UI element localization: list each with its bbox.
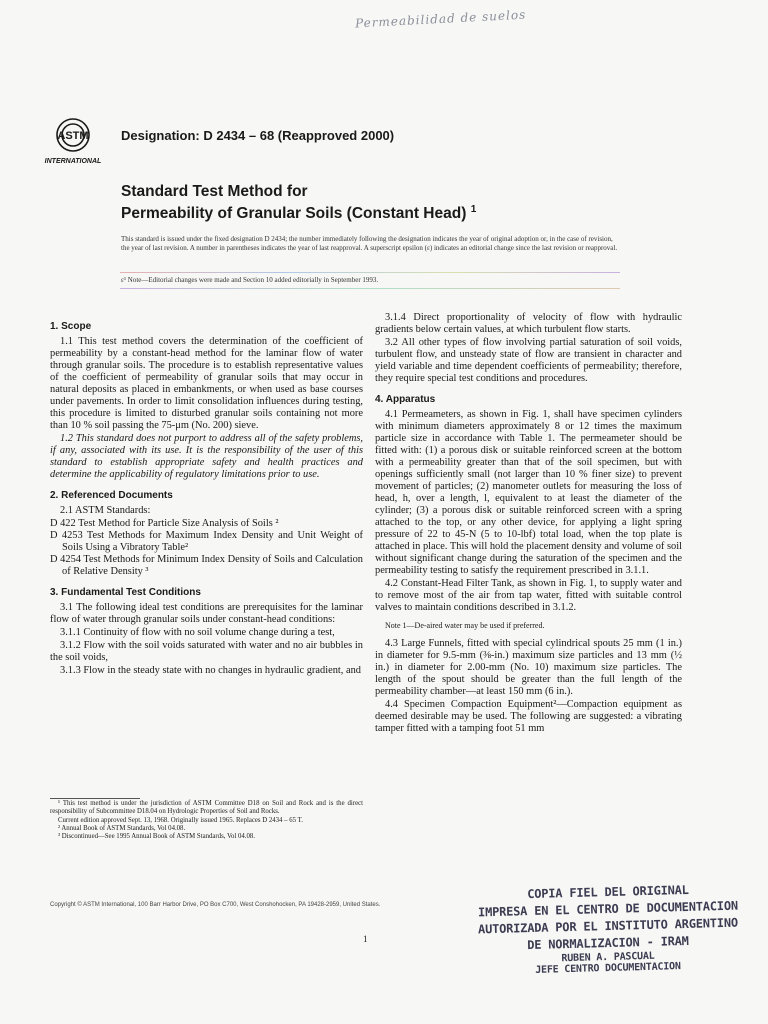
paragraph: 3.1.4 Direct proportionality of velocity of flow with hydraulic gradients below certain values, at which turbulent flow starts. [375, 312, 682, 335]
section-heading: 4. Apparatus [375, 394, 436, 405]
logo-text: ASTM [57, 130, 89, 142]
stamp-line: RUBEN A. PASCUAL [561, 950, 655, 965]
paragraph: 1.2 This standard does not purport to address all of the safety problems, if any, associated with its use. It is the responsibility of the user of this standard to establish appropriate safety and health practices and determine the applicability of regulatory limitations prior to use. [50, 433, 363, 480]
paragraph: 4.2 Constant-Head Filter Tank, as shown in Fig. 1, to supply water and to remove most of the air from tap water, fitted with suitable control valves to maintain conditions described in 3.1.2. [375, 578, 682, 613]
logo-subtext: INTERNATIONAL [44, 158, 102, 165]
paragraph: 4.4 Specimen Compaction Equipment²—Compaction equipment as deemed desirable may be used. The following are suggested: a vibrating tamper fitted with a tamping foot 51 mm [375, 699, 682, 734]
page-number: 1 [363, 934, 368, 944]
designation: Designation: D 2434 – 68 (Reapproved 2000) [121, 128, 395, 143]
footnote-divider [50, 798, 140, 799]
paragraph: 1.1 This test method covers the determination of the coefficient of permeability by a constant-head method for the laminar flow of water through granular soils. The procedure is to establish representative values of the coefficient of permeability of granular soils that may occur in natural deposits as placed in embankments, or when used as base courses under pavements. In order to limit consolidation influences during testing, this procedure is limited to disturbed granular soils containing not more than 10 % soil passing the 75-μm (No. 200) sieve. [50, 336, 363, 431]
stamp-line: COPIA FIEL DEL ORIGINAL [527, 882, 689, 902]
footnote: ¹ This test method is under the jurisdiction of ASTM Committee D18 on Soil and Rock and is the direct responsibility of Subcommittee D18.04 on Hydrologic Properties of Soil and Rocks. [50, 800, 363, 816]
right-column [375, 312, 682, 736]
paragraph: 3.1 The following ideal test conditions are prerequisites for the laminar flow of water through granular soils under constant-head conditions: [50, 602, 363, 625]
paragraph: 4.1 Permeameters, as shown in Fig. 1, shall have specimen cylinders with minimum diameters approximately 8 or 12 times the maximum particle size in accordance with Table 1. The permeameter should be fitted with: (1) a porous disk or suitable reinforced screen at the bottom with a permeability greater than that of the soil specimen, but with openings sufficiently small (not larger than 10 % finer size) to prevent movement of particles; (2) manometer outlets for measuring the loss of head, h, over a length, l, equivalent to at least the diameter of the cylinder; (3) a porous disk or suitable reinforced screen with a spring attached to the top, or any other device, for applying a light spring pressure of 22 to 45-N (5 to 10-lbf) total load, when the top plate is attached in place. This will hold the placement density and volume of soil without significant change during the saturation of the specimen and the permeability testing to satisfy the requirement prescribed in 3.1.1. [375, 409, 682, 576]
epsilon-note: ε¹ Note—Editorial changes were made and Section 10 added editorially in September 1993. [121, 276, 379, 284]
section-heading: 1. Scope [50, 321, 92, 332]
paragraph: 2.1 ASTM Standards: [60, 505, 151, 516]
paragraph: 3.1.1 Continuity of flow with no soil volume change during a test, [60, 627, 335, 638]
color-rule [120, 272, 620, 273]
document-title [121, 183, 476, 223]
certification-stamp [478, 884, 738, 974]
footnotes [50, 800, 363, 841]
stamp-line: IMPRESA EN EL CENTRO DE DOCUMENTACION [477, 898, 739, 920]
copyright-line: Copyright © ASTM International, 100 Barr Harbor Drive, PO Box C700, West Conshohocken, PA 19428-2959, United States. [50, 902, 381, 908]
footnote: ³ Discontinued—See 1995 Annual Book of ASTM Standards, Vol 04.08. [58, 833, 256, 841]
reference-item: D 4254 Test Methods for Minimum Index Density of Soils and Calculation of Relative Density ³ [50, 554, 363, 577]
title-line-1: Standard Test Method for [121, 183, 308, 200]
designation-notice: This standard is issued under the fixed designation D 2434; the number immediately following the designation indicates the year of original adoption or, in the case of revision, the year of last revision. A number in parentheses indicates the year of last reapproval. A superscript epsilon (ε) indicates an editorial change since the last revision or reapproval. [121, 235, 618, 252]
astm-logo-icon [36, 115, 111, 167]
color-rule [120, 288, 620, 289]
footnote: Current edition approved Sept. 13, 1968. Originally issued 1965. Replaces D 2434 – 65 T. [58, 816, 303, 824]
note: Note 1—De-aired water may be used if preferred. [385, 621, 545, 630]
stamp-line: AUTORIZADA POR EL INSTITUTO ARGENTINO [477, 915, 739, 937]
footnote: ² Annual Book of ASTM Standards, Vol 04.08. [58, 824, 186, 832]
stamp-line: JEFE CENTRO DOCUMENTACION [535, 961, 681, 976]
left-column [50, 312, 363, 678]
title-footnote-mark: 1 [470, 204, 477, 215]
section-heading: 3. Fundamental Test Conditions [50, 587, 201, 598]
paragraph: 3.2 All other types of flow involving partial saturation of soil voids, turbulent flow, and unsteady state of flow are transient in character and yield variable and time dependent coefficients of permeability; therefore, they require special test conditions and procedures. [375, 337, 682, 384]
section-heading: 2. Referenced Documents [50, 490, 173, 501]
handwritten-note: Permeabilidad de suelos [354, 7, 527, 31]
reference-item: D 422 Test Method for Particle Size Analysis of Soils ² [50, 518, 279, 529]
title-line-2: Permeability of Granular Soils (Constant Head) $^1$ [121, 204, 477, 223]
stamp-line: DE NORMALIZACION - IRAM [527, 933, 689, 953]
paragraph: 4.3 Large Funnels, fitted with special cylindrical spouts 25 mm (1 in.) in diameter for 9.5-mm (⅜-in.) maximum size particles and 13 mm (½ in.) in diameter for 2.00-mm (No. 10) maximum size particles. The length of the spout should be greater than the full length of the permeability chamber—at least 150 mm (6 in.). [375, 638, 682, 697]
reference-item: D 4253 Test Methods for Maximum Index Density and Unit Weight of Soils Using a Vibratory Table² [50, 530, 363, 553]
paragraph: 3.1.3 Flow in the steady state with no changes in hydraulic gradient, and [60, 665, 361, 676]
paragraph: 3.1.2 Flow with the soil voids saturated with water and no air bubbles in the soil voids, [50, 640, 363, 663]
